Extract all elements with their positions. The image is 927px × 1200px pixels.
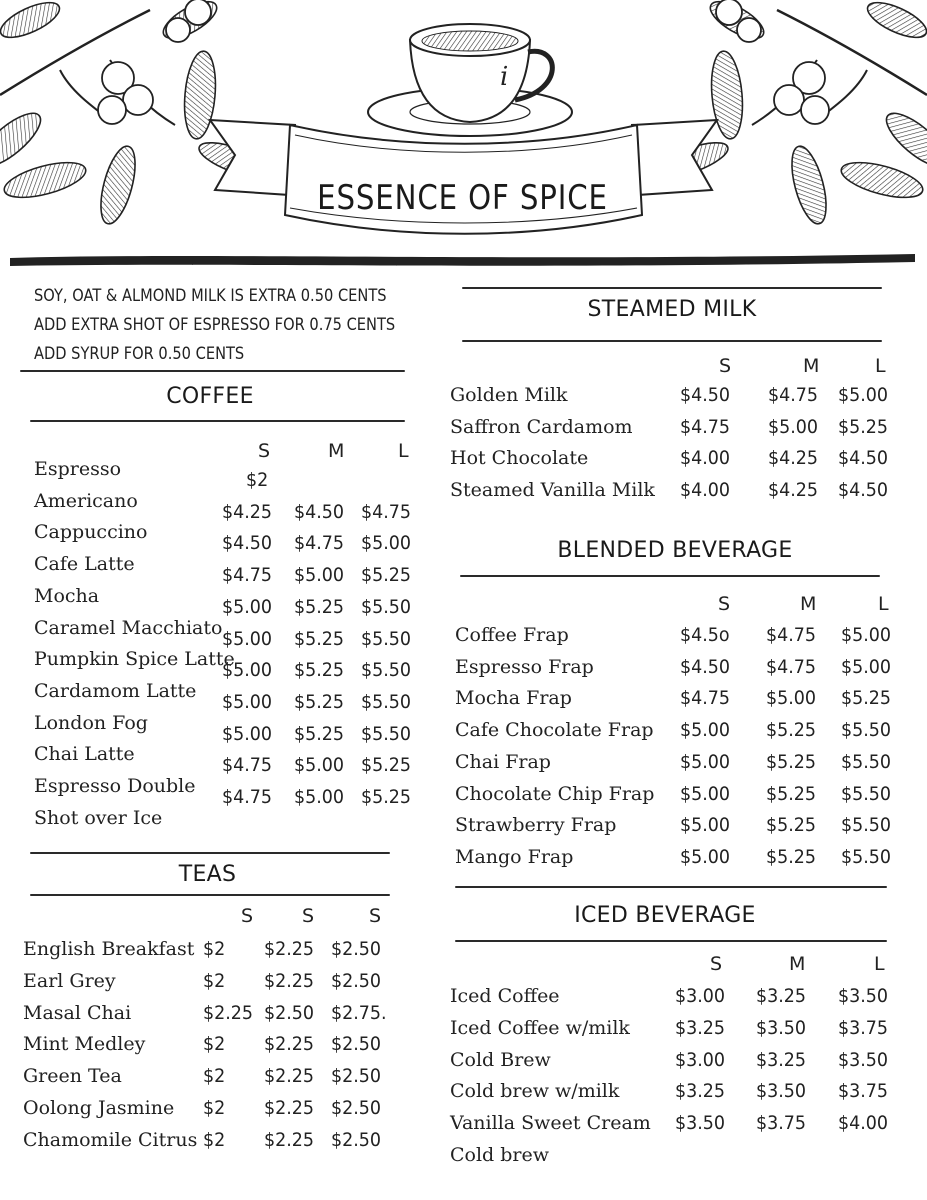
svg-text:i: i <box>500 62 509 92</box>
coffee-title-divider <box>30 420 405 422</box>
menu-item-name: Cafe Chocolate Frap <box>455 719 654 742</box>
steamed-milk-section-title: STEAMED MILK <box>587 297 757 322</box>
menu-item-price-large: $2.50 <box>331 1033 382 1056</box>
menu-item-price-small: $3.00 <box>675 985 726 1007</box>
menu-item-price-large: $5.50 <box>841 750 892 773</box>
menu-item-price-large: $2.50 <box>331 1065 382 1088</box>
menu-item-price-medium: $2.25 <box>264 1097 315 1119</box>
menu-item-price-medium: $5.00 <box>294 564 345 587</box>
menu-item-name: Cafe Latte <box>34 553 135 576</box>
notes-divider <box>20 370 405 372</box>
menu-item-price-medium: $2.25 <box>264 938 315 960</box>
menu-item-name: Caramel Macchiato <box>34 616 223 639</box>
menu-item-price-large: $5.25 <box>361 786 412 808</box>
menu-item-price-medium: $3.25 <box>756 985 807 1007</box>
menu-item-price-small: $5.00 <box>680 750 731 773</box>
steamed-top-divider <box>462 287 882 289</box>
menu-item-price-large: $5.50 <box>841 782 892 805</box>
menu-item-price-large: $5.50 <box>841 814 892 837</box>
menu-item-price-small: $4.50 <box>680 655 731 678</box>
menu-item-price-small: $3.25 <box>675 1080 726 1103</box>
size-header-large: L <box>878 593 889 615</box>
menu-item-price-small: $5.00 <box>680 719 731 742</box>
menu-item-name: Cold Brew <box>450 1048 551 1071</box>
size-header-large: S <box>369 905 382 927</box>
menu-item-price-large: $5.50 <box>361 722 412 745</box>
menu-item-price-small: $4.25 <box>222 500 273 523</box>
size-header-small: S <box>241 905 254 927</box>
teas-top-divider <box>30 852 390 854</box>
iced-section-title: ICED BEVERAGE <box>574 903 756 928</box>
menu-item-price-small: $2 <box>203 1065 226 1088</box>
menu-item-price-medium: $3.50 <box>756 1080 807 1103</box>
milk-surcharge-note: SOY, OAT & ALMOND MILK IS EXTRA 0.50 CENTS <box>34 286 387 306</box>
size-header-small: S <box>258 440 271 462</box>
menu-item-price-large: $2.75. <box>331 1001 387 1024</box>
menu-item-name: Green Tea <box>23 1065 122 1088</box>
size-header-medium: M <box>800 593 817 615</box>
menu-item-name: Chai Frap <box>455 750 551 773</box>
menu-item-price-large: $2.50 <box>331 938 382 960</box>
menu-item-name: Chocolate Chip Frap <box>455 782 655 805</box>
menu-item-price-large: $5.00 <box>841 624 892 646</box>
menu-item-name: Mocha <box>34 584 100 607</box>
menu-item-price-large: $3.75 <box>838 1016 889 1039</box>
iced-top-divider <box>455 886 887 888</box>
menu-item-name: Pumpkin Spice Latte <box>34 648 235 671</box>
menu-item-price-large: $3.50 <box>838 1048 889 1071</box>
menu-item-price-small: $2 <box>203 1128 226 1151</box>
menu-item-price-small: $2 <box>203 1097 226 1119</box>
menu-item-price-small: $5.00 <box>680 782 731 805</box>
menu-item-price-medium: $4.75 <box>294 532 345 555</box>
menu-item-price-medium: $2.25 <box>264 1033 315 1056</box>
menu-item-price-small: $5.00 <box>222 690 273 713</box>
menu-item-name: Espresso Frap <box>455 655 594 678</box>
menu-item-price-small: $4.50 <box>222 532 273 555</box>
menu-item-price-large: $5.00 <box>838 384 889 406</box>
teas-section-title: TEAS <box>178 862 237 887</box>
menu-item-price-small: $3.50 <box>675 1112 726 1135</box>
menu-item-price-small: $3.00 <box>675 1048 726 1071</box>
blended-section-title: BLENDED BEVERAGE <box>557 538 793 563</box>
menu-item-price-small: $4.5o <box>680 624 730 646</box>
menu-item-price-small: $5.00 <box>222 722 273 745</box>
menu-item-name: Mint Medley <box>23 1033 146 1056</box>
menu-item-price-large: $2.50 <box>331 969 382 992</box>
menu-item-price-medium: $5.00 <box>294 786 345 808</box>
menu-item-price-medium: $5.25 <box>294 659 345 682</box>
menu-item-name: Iced Coffee <box>450 985 560 1007</box>
coffee-section-title: COFFEE <box>166 384 254 409</box>
menu-item-price-large: $3.75 <box>838 1080 889 1103</box>
menu-item-price-small: $5.00 <box>222 627 273 650</box>
menu-item-price-large: $4.50 <box>838 479 889 502</box>
menu-item-price-large: $2.50 <box>331 1128 382 1151</box>
size-header-large: L <box>398 440 409 462</box>
menu-item-price-small: $2 <box>203 1033 226 1056</box>
menu-item-name: Mocha Frap <box>455 687 572 710</box>
menu-item-price-large: $2.50 <box>331 1097 382 1119</box>
menu-item-price-large: $4.75 <box>361 500 412 523</box>
coffee-branch-left-illustration <box>0 0 275 227</box>
menu-item-price-small: $5.00 <box>222 659 273 682</box>
menu-item-price-small: $3.25 <box>675 1016 726 1039</box>
header-divider-brushstroke <box>10 254 915 266</box>
menu-item-price-small: $2 <box>203 938 226 960</box>
menu-item-price-small: $2.25 <box>203 1001 254 1024</box>
iced-title-divider <box>455 940 887 942</box>
menu-item-price-medium: $5.00 <box>294 754 345 777</box>
menu-item-price-medium: $5.25 <box>766 719 817 742</box>
menu-item-price-medium: $5.25 <box>294 722 345 745</box>
menu-item-name: Oolong Jasmine <box>23 1097 175 1119</box>
size-header-small: S <box>710 953 723 975</box>
menu-item-name: Steamed Vanilla Milk <box>450 479 655 502</box>
menu-item-price-small: $2 <box>203 969 226 992</box>
menu-item-price-medium: $5.25 <box>766 814 817 837</box>
steamed-title-divider <box>462 340 882 342</box>
menu-item-name: Cold brew <box>450 1144 550 1166</box>
menu-item-name: Cardamom Latte <box>34 679 197 702</box>
menu-item-price-medium: $4.75 <box>768 384 819 406</box>
menu-item-price-medium: $5.25 <box>294 595 345 618</box>
cafe-name-title: ESSENCE OF SPICE <box>317 178 608 218</box>
menu-item-price-large: $3.50 <box>838 985 889 1007</box>
menu-item-price-small: $5.00 <box>222 595 273 618</box>
menu-item-name: Shot over Ice <box>34 806 163 829</box>
menu-item-price-medium: $2.25 <box>264 1128 315 1151</box>
menu-item-price-large: $5.50 <box>841 845 892 868</box>
menu-item-price-medium: $4.25 <box>768 479 819 502</box>
menu-item-price-small: $4.50 <box>680 384 731 406</box>
menu-item-price-large: $5.25 <box>361 564 412 587</box>
size-header-medium: M <box>328 440 345 462</box>
menu-item-price-small: $4.75 <box>222 754 273 777</box>
menu-item-price-small: $5.00 <box>680 845 731 868</box>
menu-item-price-medium: $2.50 <box>264 1001 315 1024</box>
size-header-large: L <box>874 953 885 975</box>
size-header-small: S <box>718 593 731 615</box>
coffee-branch-right-illustration <box>652 0 927 227</box>
menu-item-name: London Fog <box>34 711 148 734</box>
size-header-large: L <box>875 355 886 377</box>
menu-item-name: Strawberry Frap <box>455 814 617 837</box>
menu-item-name: Cappuccino <box>34 521 148 544</box>
menu-item-price-medium: $2.25 <box>264 1065 315 1088</box>
menu-item-name: Iced Coffee w/milk <box>450 1016 630 1039</box>
menu-item-price-small: $2 <box>246 469 269 491</box>
blended-title-divider <box>460 575 880 577</box>
menu-item-price-small: $4.75 <box>222 786 273 808</box>
menu-item-price-small: $5.00 <box>680 814 731 837</box>
header-illustration <box>0 0 927 270</box>
menu-item-name: Earl Grey <box>23 969 116 992</box>
menu-item-price-medium: $2.25 <box>264 969 315 992</box>
menu-item-price-large: $5.50 <box>361 627 412 650</box>
menu-item-price-small: $4.75 <box>680 687 731 710</box>
menu-item-name: Chamomile Citrus <box>23 1128 198 1151</box>
menu-item-price-large: $5.00 <box>361 532 412 555</box>
menu-item-price-medium: $4.25 <box>768 447 819 470</box>
menu-item-price-medium: $3.25 <box>756 1048 807 1071</box>
menu-item-price-large: $5.25 <box>838 415 889 438</box>
menu-item-name: Mango Frap <box>455 845 574 868</box>
menu-item-price-small: $4.00 <box>680 447 731 470</box>
menu-item-price-medium: $4.75 <box>766 624 817 646</box>
menu-item-name: Masal Chai <box>23 1001 132 1024</box>
size-header-medium: M <box>789 953 806 975</box>
menu-item-price-small: $4.75 <box>222 564 273 587</box>
menu-item-price-large: $5.50 <box>361 595 412 618</box>
menu-item-price-large: $4.00 <box>838 1112 889 1135</box>
menu-item-price-medium: $5.25 <box>766 782 817 805</box>
menu-item-price-small: $4.00 <box>680 479 731 502</box>
menu-item-name: Americano <box>34 489 138 512</box>
menu-item-price-large: $5.50 <box>361 690 412 713</box>
menu-item-price-large: $5.00 <box>841 655 892 678</box>
menu-item-price-large: $4.50 <box>838 447 889 470</box>
menu-item-price-medium: $3.50 <box>756 1016 807 1039</box>
menu-item-name: Coffee Frap <box>455 624 569 646</box>
menu-item-price-large: $5.50 <box>841 719 892 742</box>
menu-item-price-large: $5.50 <box>361 659 412 682</box>
menu-item-price-medium: $4.50 <box>294 500 345 523</box>
menu-item-name: Hot Chocolate <box>450 447 589 470</box>
coffee-cup-illustration <box>368 24 572 136</box>
menu-item-price-medium: $3.75 <box>756 1112 807 1135</box>
menu-item-price-large: $5.25 <box>361 754 412 777</box>
menu-item-price-medium: $5.25 <box>766 750 817 773</box>
menu-item-name: Saffron Cardamom <box>450 415 633 438</box>
size-header-medium: M <box>803 355 820 377</box>
menu-item-name: Cold brew w/milk <box>450 1080 620 1103</box>
espresso-shot-note: ADD EXTRA SHOT OF ESPRESSO FOR 0.75 CENTS <box>34 315 396 335</box>
teas-title-divider <box>30 894 390 896</box>
menu-item-price-large: $5.25 <box>841 687 892 710</box>
menu-item-price-medium: $5.25 <box>294 627 345 650</box>
menu-item-price-small: $4.75 <box>680 415 731 438</box>
menu-item-price-medium: $4.75 <box>766 655 817 678</box>
menu-item-price-medium: $5.25 <box>294 690 345 713</box>
menu-item-price-medium: $5.25 <box>766 845 817 868</box>
menu-item-name: English Breakfast <box>23 938 195 960</box>
syrup-note: ADD SYRUP FOR 0.50 CENTS <box>34 344 245 364</box>
size-header-small: S <box>719 355 732 377</box>
menu-item-price-medium: $5.00 <box>766 687 817 710</box>
menu-item-name: Espresso Double <box>34 775 196 797</box>
menu-item-name: Espresso <box>34 458 122 480</box>
menu-item-name: Chai Latte <box>34 743 135 766</box>
menu-item-name: Vanilla Sweet Cream <box>450 1112 651 1135</box>
size-header-medium: S <box>302 905 315 927</box>
menu-item-price-medium: $5.00 <box>768 415 819 438</box>
menu-item-name: Golden Milk <box>450 384 568 406</box>
